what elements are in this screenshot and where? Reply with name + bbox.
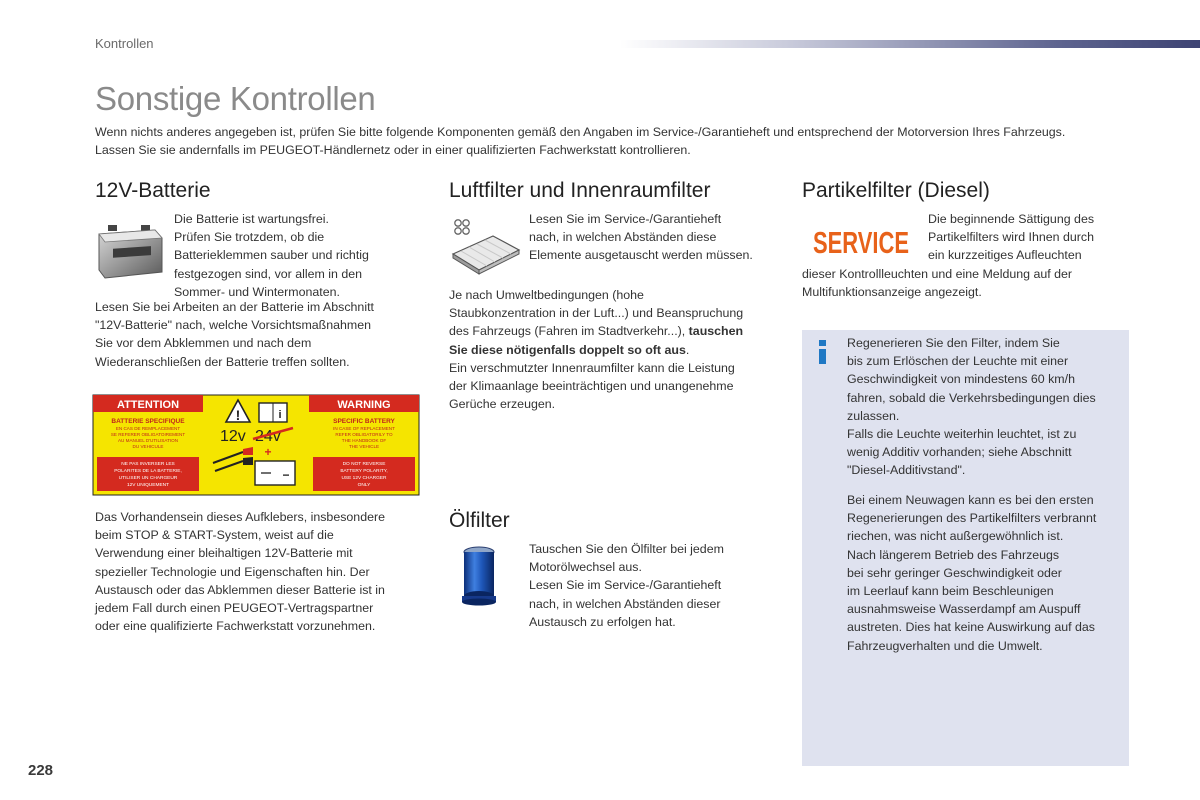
info-text-new-vehicle (847, 491, 1127, 655)
air-filter-paragraph (449, 286, 789, 413)
text-line: jedem Fall durch einen PEUGEOT-Vertragspartner (95, 601, 374, 616)
sticker-right-bottom: USE 12V CHARGER (341, 476, 387, 481)
text-line: Sie vor dem Abklemmen und nach dem (95, 336, 312, 351)
text-line: wenig Additiv vorhanden; siehe Abschnitt (847, 445, 1072, 460)
text-line (449, 322, 789, 340)
oil-filter-heading: Ölfilter (449, 509, 510, 532)
text-line: Motorölwechsel aus. (529, 560, 642, 575)
text-line: Ein verschmutzter Innenraumfilter kann die Leistung (449, 360, 735, 375)
text-line: bei sehr geringer Geschwindigkeit oder (847, 565, 1062, 580)
text-line: im Leerlauf kann beim Beschleunigen (847, 584, 1054, 599)
sticker-right-bottom: ONLY (357, 483, 371, 488)
page-title: Sonstige Kontrollen (95, 80, 376, 117)
text-line: Batterieklemmen sauber und richtig (174, 248, 369, 263)
oil-filter-side-text (529, 540, 779, 631)
sticker-right-bottom: DO NOT REVERSE (342, 462, 386, 467)
sticker-left-bottom: 12V UNIQUEMENT (126, 483, 170, 488)
particle-filter-side-text (928, 210, 1138, 265)
text-line: nach, in welchen Abständen dieser (529, 596, 721, 611)
text-line: oder eine qualifizierte Fachwerkstatt vorzunehmen. (95, 619, 376, 634)
text-line: ein kurzzeitiges Aufleuchten (928, 248, 1082, 263)
sticker-left-title: BATTERIE SPECIFIQUE (111, 418, 185, 425)
text-line: Elemente ausgetauscht werden müssen. (529, 248, 753, 263)
text-line: zulassen. (847, 408, 900, 423)
sticker-left-line: EN CAS DE REMPLACEMENT (115, 426, 181, 431)
text-line: Fahrzeugverhalten und die Umwelt. (847, 638, 1043, 653)
text-line: beim STOP & START-System, weist auf die (95, 528, 334, 543)
info-text-regeneration (847, 334, 1127, 480)
section-label: Kontrollen (95, 36, 154, 51)
service-label: SERVICE (813, 225, 909, 260)
intro-line: Wenn nichts anderes angegeben ist, prüfen Sie bitte folgende Komponenten gemäß den Angaben im Service-/Garantieheft und entsprechend der Motorversion Ihres Fahrzeugs. (95, 125, 1066, 139)
text-span: . (685, 342, 690, 357)
text-line: festgezogen sind, vor allem in den (174, 266, 363, 281)
text-line: Partikelfilters wird Ihnen durch (928, 230, 1094, 245)
text-line: Prüfen Sie trotzdem, ob die (174, 230, 325, 245)
text-line: "12V-Batterie" nach, welche Vorsichtsmaßnahmen (95, 318, 372, 333)
particle-filter-text (802, 265, 1132, 301)
svg-text:!: ! (235, 407, 241, 423)
air-filter-heading: Luftfilter und Innenraumfilter (449, 179, 711, 202)
intro-line: Lassen Sie sie andernfalls im PEUGEOT-Händlernetz oder in einer qualifizierten Fachwerkstatt kontrollieren. (95, 143, 691, 157)
text-line: bis zum Erlöschen der Leuchte mit einer (847, 354, 1069, 369)
sticker-left-line: SE REFERER OBLIGATOIREMENT (110, 432, 186, 437)
svg-text:i: i (278, 409, 282, 421)
sticker-right-line: REFER OBLIGATORILY TO (335, 432, 393, 437)
text-line: Verwendung einer bleihaltigen 12V-Batterie mit (95, 546, 353, 561)
text-line: fahren, sobald die Verkehrsbedingungen dies (847, 390, 1096, 405)
intro-text (95, 123, 1135, 159)
sticker-right-bottom: BATTERY POLARITY, (340, 469, 388, 474)
air-filter-side-text (529, 210, 779, 265)
sticker-left-line: DU VEHICULE (132, 444, 164, 449)
sticker-24v: 24v (255, 428, 281, 445)
header-gradient-bar (620, 40, 1200, 48)
text-line: Falls die Leuchte weiterhin leuchtet, ist zu (847, 427, 1077, 442)
battery-heading: 12V-Batterie (95, 179, 211, 202)
text-line: Regenerierungen des Partikelfilters verbrannt (847, 511, 1097, 526)
battery-sticker-paragraph (95, 508, 425, 635)
text-line: Staubkonzentration in der Luft...) und Beanspruchung (449, 306, 744, 321)
particle-filter-heading: Partikelfilter (Diesel) (802, 179, 990, 202)
text-line: Lesen Sie im Service-/Garantieheft (529, 578, 722, 593)
text-line: Lesen Sie bei Arbeiten an der Batterie im Abschnitt (95, 300, 374, 314)
svg-text:−: − (282, 468, 290, 482)
svg-text:+: + (264, 445, 272, 459)
text-line: austreten. Dies hat keine Auswirkung auf das (847, 620, 1095, 635)
sticker-right-title: SPECIFIC BATTERY (333, 418, 395, 425)
emphasis-text: Sie diese nötigenfalls doppelt so oft aus (449, 342, 686, 357)
sticker-left-line: AU MANUEL D'UTILISATION (117, 438, 179, 443)
text-line: spezieller Technologie und Eigenschaften hin. Der (95, 564, 370, 579)
sticker-left-bottom: NE PAS INVERSER LES (121, 462, 175, 467)
text-line: Austausch zu erfolgen hat. (529, 614, 676, 629)
text-line (449, 341, 789, 359)
sticker-12v: 12v (220, 428, 246, 445)
text-line: Tauschen Sie den Ölfilter bei jedem (529, 542, 724, 556)
sticker-warning: WARNING (337, 399, 391, 411)
text-line: Sommer- und Wintermonaten. (174, 284, 340, 299)
emphasis-text: tauschen (688, 324, 744, 339)
text-line: Geschwindigkeit von mindestens 60 km/h (847, 372, 1075, 387)
battery-warning-sticker (93, 395, 419, 495)
sticker-right-line: IN CASE OF REPLACEMENT (333, 426, 395, 431)
text-line: der Klimaanlage beeinträchtigen und unangenehme (449, 379, 734, 394)
page-number: 228 (28, 762, 54, 779)
sticker-right-line: THE VEHICLE (348, 444, 380, 449)
service-warning-icon (811, 223, 911, 259)
info-icon (813, 340, 833, 364)
sticker-left-bottom: UTILISER UN CHARGEUR (118, 476, 178, 481)
sticker-attention: ATTENTION (116, 399, 180, 411)
text-line: Gerüche erzeugen. (449, 397, 556, 412)
text-line: Regenerieren Sie den Filter, indem Sie (847, 336, 1060, 350)
text-line: riechen, was nicht außergewöhnlich ist. (847, 529, 1064, 544)
text-line: Austausch oder das Abklemmen dieser Batterie ist in (95, 582, 385, 597)
text-line: Nach längerem Betrieb des Fahrzeugs (847, 547, 1060, 562)
sticker-right-line: THE HANDBOOK OF (341, 438, 387, 443)
text-line: "Diesel-Additivstand". (847, 463, 966, 478)
text-span: des Fahrzeugs (Fahren im Stadtverkehr...), (449, 324, 686, 339)
text-line: Bei einem Neuwagen kann es bei den ersten (847, 493, 1094, 507)
text-line: nach, in welchen Abständen diese (529, 230, 717, 245)
battery-side-text (174, 210, 404, 301)
text-line: Das Vorhandensein dieses Aufklebers, insbesondere (95, 510, 385, 524)
sticker-left-bottom: POLARITES DE LA BATTERIE, (114, 469, 182, 474)
battery-icon (95, 222, 165, 280)
text-line: Wiederanschließen der Batterie treffen sollten. (95, 354, 350, 369)
text-line: Je nach Umweltbedingungen (hohe (449, 288, 644, 302)
air-filter-icon (449, 214, 521, 276)
text-line: Multifunktionsanzeige angezeigt. (802, 285, 982, 300)
text-line: dieser Kontrollleuchten und eine Meldung auf der (802, 267, 1073, 281)
text-line: Die beginnende Sättigung des (928, 212, 1095, 226)
text-line: Lesen Sie im Service-/Garantieheft (529, 212, 722, 226)
text-line: ausnahmsweise Wasserdampf am Auspuff (847, 602, 1081, 617)
text-line: Die Batterie ist wartungsfrei. (174, 212, 329, 226)
oil-filter-icon (458, 544, 500, 606)
battery-paragraph (95, 298, 425, 371)
